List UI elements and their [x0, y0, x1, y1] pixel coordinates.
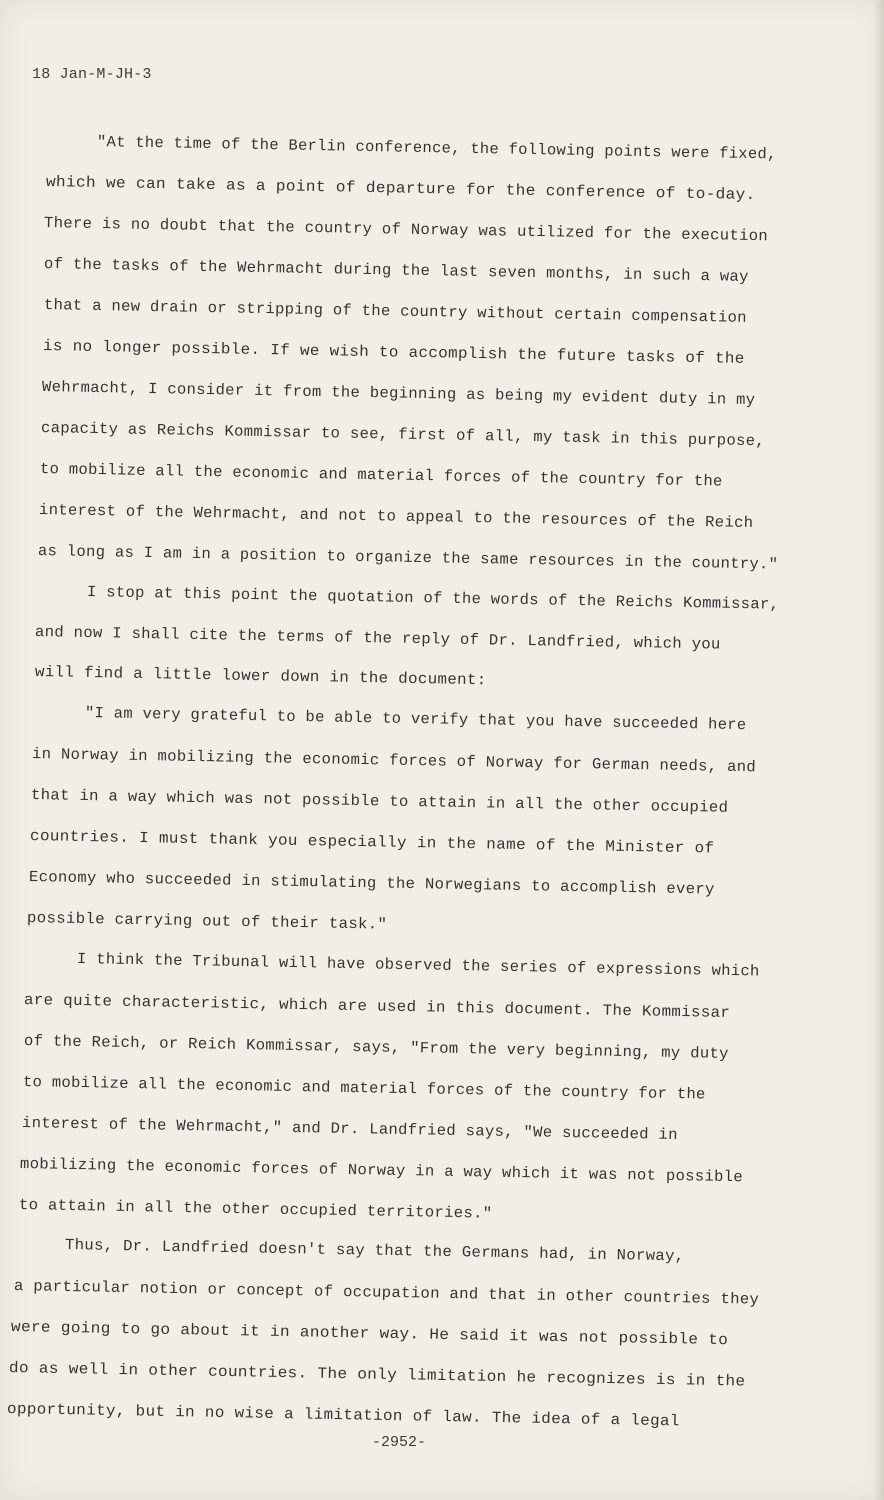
text-line: I think the Tribunal will have observed the series of expressions which [76, 950, 760, 981]
document-header: 18 Jan-M-JH-3 [32, 66, 152, 83]
page-number: -2952- [372, 1434, 427, 1451]
text-line: that in a way which was not possible to attain in all the other occupied [30, 786, 729, 817]
text-line: capacity as Reichs Kommissar to see, first of all, my task in this purpose, [40, 419, 766, 451]
text-line: of the Reich, or Reich Kommissar, says, "From the very beginning, my duty [23, 1032, 729, 1063]
text-line: Economy who succeeded in stimulating the Norwegians to accomplish every [28, 868, 715, 899]
text-line: in Norway in mobilizing the economic forces of Norway for German needs, and [31, 745, 757, 777]
text-line: opportunity, but in no wise a limitation of law. The idea of a legal [6, 1400, 680, 1431]
text-line: There is no doubt that the country of Norway was utilized for the execution [43, 214, 769, 246]
text-line: Thus, Dr. Landfried doesn't say that the Germans had, in Norway, [64, 1236, 685, 1266]
text-line: which we can take as a point of departure for the conference of to-day. [45, 173, 756, 205]
text-line: "I am very grateful to be able to verify that you have succeeded here [84, 704, 747, 735]
text-line: mobilizing the economic forces of Norway in a way which it was not possible [19, 1155, 744, 1187]
text-line: were going to go about it in another way. He said it was not possible to [10, 1318, 729, 1350]
text-line: I stop at this point the quotation of the words of the Reichs Kommissar, [86, 583, 780, 614]
text-line: as long as I am in a position to organize the same resources in the country." [37, 542, 779, 574]
text-line: and now I shall cite the terms of the reply of Dr. Landfried, which you [34, 623, 721, 654]
text-line: of the tasks of the Wehrmacht during the last seven months, in such a way [43, 255, 749, 286]
text-line: to mobilize all the economic and material forces of the country for the [22, 1073, 706, 1104]
text-line: possible carrying out of their task." [26, 909, 388, 934]
text-line: countries. I must thank you especially in the name of the Minister of [29, 827, 715, 858]
text-line: "At the time of the Berlin conference, the following points were fixed, [96, 133, 777, 164]
page-edge [874, 0, 884, 1500]
text-line: to attain in all the other occupied territories." [18, 1196, 493, 1223]
text-line: a particular notion or concept of occupation and that in other countries they [13, 1277, 760, 1309]
text-line: is no longer possible. If we wish to accomplish the future tasks of the [42, 337, 745, 368]
text-line: that a new drain or stripping of the country without certain compensation [43, 296, 748, 327]
text-line: do as well in other countries. The only limitation he recognizes is in the [8, 1359, 746, 1391]
text-line: to mobilize all the economic and material forces of the country for the [39, 460, 723, 491]
text-line: Wehrmacht, I consider it from the beginning as being my evident duty in my [41, 378, 756, 410]
text-line: are quite characteristic, which are used in this document. The Kommissar [23, 991, 731, 1022]
text-line: interest of the Wehrmacht, and not to appeal to the resources of the Reich [38, 501, 754, 533]
text-line: interest of the Wehrmacht," and Dr. Landfried says, "We succeeded in [21, 1114, 678, 1145]
text-line: will find a little lower down in the document: [34, 663, 487, 690]
